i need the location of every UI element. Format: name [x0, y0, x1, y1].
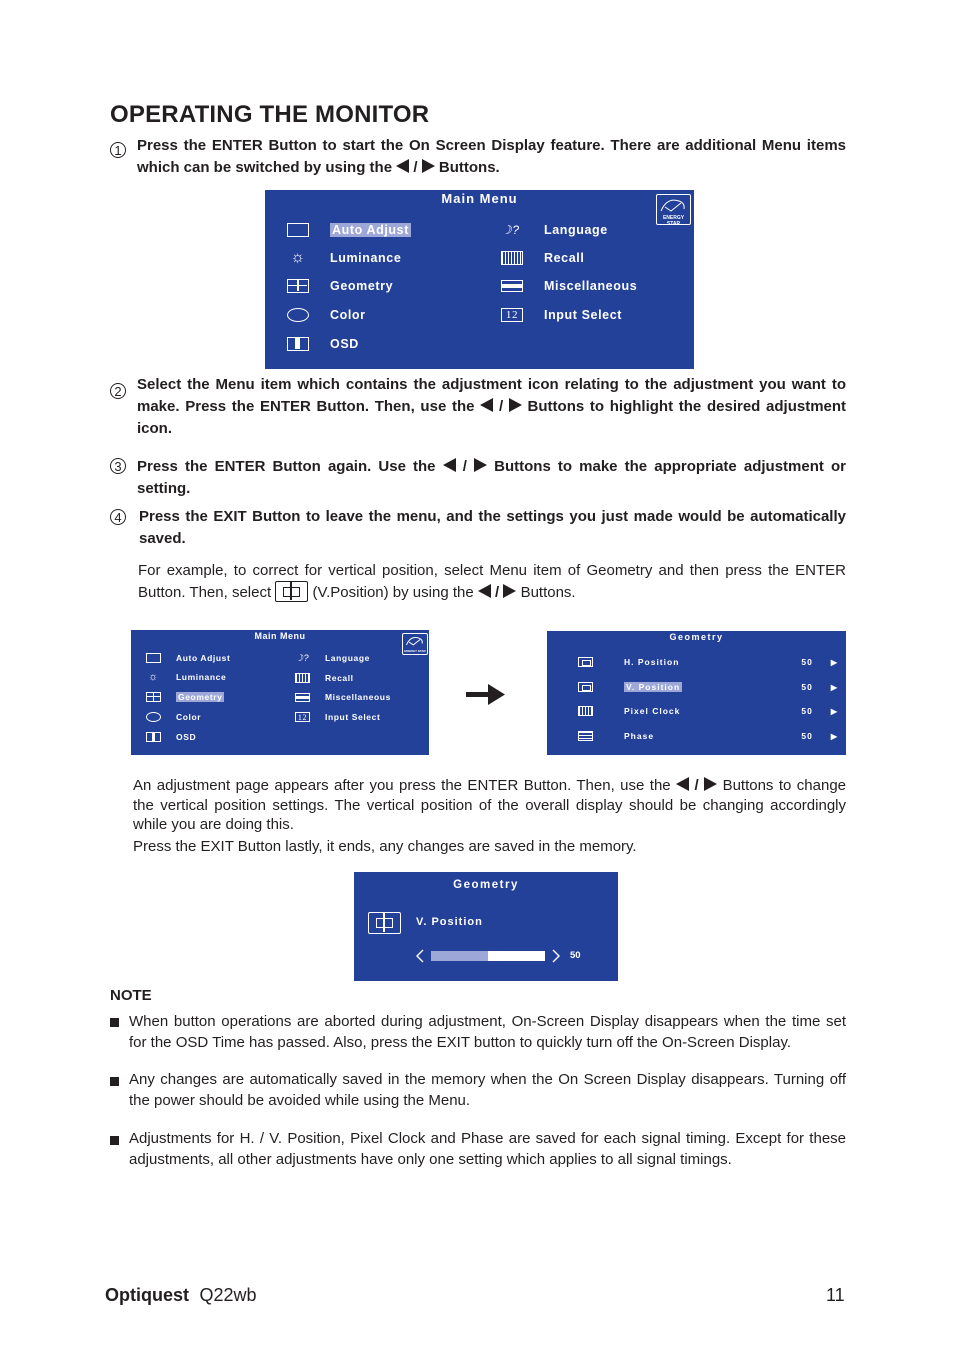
menu-item-color[interactable]: [287, 306, 366, 323]
h-position-icon: [578, 657, 593, 667]
bullet-icon: [110, 1018, 119, 1027]
energy-star-logo: [402, 633, 428, 655]
adjust-text: An adjustment page appears after you press the ENTER Button. Then, use the: [133, 777, 671, 794]
right-arrow-icon: [509, 398, 522, 412]
menu-item-auto-adjust[interactable]: [146, 652, 230, 664]
menu-item-luminance[interactable]: [146, 671, 226, 683]
chevron-left-icon[interactable]: [415, 949, 425, 963]
step-2-text: Select the Menu item which contains the adjustment icon relating to the adjustment you want to make. Press the ENTER Button. Then, use the: [137, 376, 846, 415]
right-arrow-icon: [466, 683, 506, 707]
menu-item-geometry[interactable]: [146, 691, 224, 703]
footer-model: Q22wb: [199, 1285, 257, 1305]
geometry-item-value: 50: [801, 682, 813, 692]
note-item-1: When button operations are aborted during adjustment, On-Screen Display disappears when the time set for the OSD Time has passed. Also, press the EXIT button to quickly turn off the On-Screen Display.: [129, 1013, 846, 1051]
adjust-text: Buttons to change the vertical position settings. The vertical position of the overall display should be changing accordingly while you are doing this.: [133, 777, 847, 833]
geometry-item-label: Phase: [624, 731, 655, 741]
step-1: [137, 135, 846, 179]
step-2-text-end: Buttons to highlight the desired adjustment icon.: [137, 398, 847, 437]
right-arrow-icon: [503, 584, 516, 598]
osd-icon: [287, 337, 309, 351]
energy-star-logo: [656, 194, 691, 225]
footer-brand: Optiquest: [105, 1285, 189, 1305]
main-menu-panel: [265, 190, 694, 369]
main-menu-title: Main Menu: [441, 191, 518, 206]
menu-label: Luminance: [330, 250, 402, 265]
miscellaneous-icon: [501, 280, 523, 292]
energy-star-text: ENERGY STAR: [662, 215, 685, 227]
menu-item-language[interactable]: [501, 221, 608, 238]
v-position-icon: [578, 682, 593, 692]
step-3-text-end: Buttons to make the appropriate adjustment or setting.: [137, 458, 846, 497]
note-heading: NOTE: [110, 987, 152, 1004]
menu-item-recall[interactable]: [501, 249, 584, 266]
bullet-icon: [110, 1077, 119, 1086]
menu-item-luminance[interactable]: [287, 249, 401, 266]
note-item-3: Adjustments for H. / V. Position, Pixel Clock and Phase are saved for each signal timing. Except for these adjustments, all other adjustments have only one setting which applies to all signal timings.: [129, 1130, 846, 1168]
adjustment-paragraph: [133, 776, 846, 835]
separator: /: [413, 159, 418, 176]
left-arrow-icon: [396, 159, 409, 173]
geometry-item-value: 50: [801, 706, 813, 716]
recall-icon: [501, 251, 523, 265]
separator: /: [462, 458, 467, 475]
exit-paragraph: Press the EXIT Button lastly, it ends, any changes are saved in the memory.: [133, 838, 637, 855]
step-3: [137, 456, 846, 500]
step-1-text: Press the ENTER Button to start the On Screen Display feature. There are additional Menu items which can be switched by using the: [137, 137, 846, 176]
separator: /: [498, 398, 504, 415]
play-arrow-icon[interactable]: ▶: [830, 706, 838, 716]
auto-adjust-icon: [146, 653, 161, 663]
geometry-item-pixel-clock[interactable]: [578, 705, 838, 717]
play-arrow-icon[interactable]: ▶: [830, 731, 838, 741]
input-select-icon: 12: [501, 308, 523, 322]
step-number-2: 2: [110, 383, 126, 399]
pixel-clock-icon: [578, 706, 593, 716]
bullet-icon: [110, 1136, 119, 1145]
menu-label: Language: [544, 222, 608, 237]
page-title: OPERATING THE MONITOR: [110, 101, 430, 128]
menu-label: Geometry: [178, 692, 223, 702]
menu-item-osd[interactable]: [146, 731, 196, 743]
geometry-item-label: Pixel Clock: [624, 706, 681, 716]
energy-star-text: ENERGY STAR: [404, 649, 426, 653]
menu-item-language[interactable]: [295, 652, 370, 664]
geometry-icon: [287, 279, 309, 293]
palette-icon: [287, 308, 309, 322]
auto-adjust-icon: [287, 223, 309, 237]
step-number-4: 4: [110, 509, 126, 525]
palette-icon: [146, 712, 161, 722]
menu-item-geometry[interactable]: [287, 277, 393, 294]
geometry-item-v-position[interactable]: [578, 681, 838, 693]
menu-label: Auto Adjust: [176, 653, 231, 663]
geometry-menu-panel: [547, 631, 846, 755]
menu-item-miscellaneous[interactable]: [295, 691, 391, 703]
play-arrow-icon[interactable]: ▶: [830, 657, 838, 667]
v-position-value: 50: [570, 950, 581, 961]
menu-item-color[interactable]: [146, 711, 201, 723]
example-paragraph: [138, 560, 846, 603]
v-position-panel-title: Geometry: [453, 879, 519, 891]
geometry-icon: [146, 692, 161, 702]
menu-label: OSD: [330, 336, 359, 351]
geometry-item-label: V. Position: [626, 682, 681, 692]
example-text-end: Buttons.: [520, 584, 576, 601]
phase-icon: [578, 731, 593, 741]
v-position-slider[interactable]: [431, 951, 545, 961]
footer-brand-line: [105, 1285, 257, 1306]
v-position-panel: [354, 872, 618, 981]
left-arrow-icon: [478, 584, 491, 598]
geometry-item-value: 50: [801, 731, 813, 741]
geometry-item-phase[interactable]: [578, 730, 838, 742]
sun-icon: ☼: [148, 671, 159, 683]
right-arrow-icon: [704, 777, 717, 791]
menu-label: Auto Adjust: [332, 222, 409, 237]
menu-item-recall[interactable]: [295, 672, 354, 684]
left-arrow-icon: [676, 777, 689, 791]
miscellaneous-icon: [295, 693, 310, 702]
menu-label: Color: [176, 712, 202, 722]
menu-item-osd[interactable]: [287, 335, 359, 352]
geometry-item-h-position[interactable]: [578, 656, 838, 668]
step-4: Press the EXIT Button to leave the menu, and the settings you just made would be automatically saved.: [139, 508, 846, 547]
page-number: 11: [826, 1285, 845, 1305]
menu-label: Input Select: [544, 307, 623, 322]
menu-label: Miscellaneous: [544, 278, 638, 293]
v-position-slider-fill: [431, 951, 488, 961]
note-item-2: Any changes are automatically saved in the memory when the On Screen Display disappears. Turning off the power should be avoided while using the Menu.: [129, 1071, 846, 1109]
menu-item-input-select[interactable]: [295, 711, 380, 723]
menu-item-miscellaneous[interactable]: [501, 277, 637, 294]
geometry-item-label: H. Position: [624, 657, 680, 667]
menu-item-input-select[interactable]: [501, 306, 622, 323]
menu-item-auto-adjust[interactable]: [287, 221, 411, 238]
chevron-right-icon[interactable]: [551, 949, 561, 963]
sun-icon: ☼: [290, 248, 306, 266]
step-1-text-end: Buttons.: [438, 159, 500, 176]
example-text: (V.Position) by using the: [312, 584, 474, 601]
geometry-menu-title: Geometry: [669, 632, 724, 642]
step-number-3: 3: [110, 458, 126, 474]
menu-label: Miscellaneous: [325, 692, 391, 702]
step-number-1: 1: [110, 142, 126, 158]
menu-label: Luminance: [176, 672, 227, 682]
menu-label: Recall: [325, 673, 354, 683]
separator: /: [694, 777, 699, 794]
menu-label: OSD: [176, 732, 197, 742]
input-select-icon: 12: [295, 712, 310, 722]
right-arrow-icon: [422, 159, 435, 173]
menu-label: Input Select: [325, 712, 381, 722]
left-arrow-icon: [480, 398, 493, 412]
menu-label: Recall: [544, 250, 585, 265]
osd-icon: [146, 732, 161, 742]
v-position-icon: [368, 912, 401, 934]
main-menu-small-panel: [131, 630, 429, 755]
v-position-label: V. Position: [416, 916, 483, 928]
menu-label: Geometry: [330, 278, 394, 293]
menu-label: Color: [330, 307, 366, 322]
geometry-item-value: 50: [801, 657, 813, 667]
v-position-icon: [275, 581, 308, 602]
language-icon: ☽?: [501, 222, 520, 237]
example-text: For example, to correct for vertical position, select Menu item of Geometry and then press the ENTER Button. Then, select: [138, 562, 846, 601]
menu-label: Language: [325, 653, 370, 663]
left-arrow-icon: [443, 458, 456, 472]
play-arrow-icon[interactable]: ▶: [830, 682, 838, 692]
recall-icon: [295, 673, 310, 683]
step-3-text: Press the ENTER Button again. Use the: [137, 458, 436, 475]
right-arrow-icon: [474, 458, 487, 472]
step-2: [137, 374, 846, 440]
language-icon: ☽?: [295, 652, 310, 663]
main-menu-small-title: Main Menu: [254, 631, 306, 641]
separator: /: [495, 584, 500, 601]
